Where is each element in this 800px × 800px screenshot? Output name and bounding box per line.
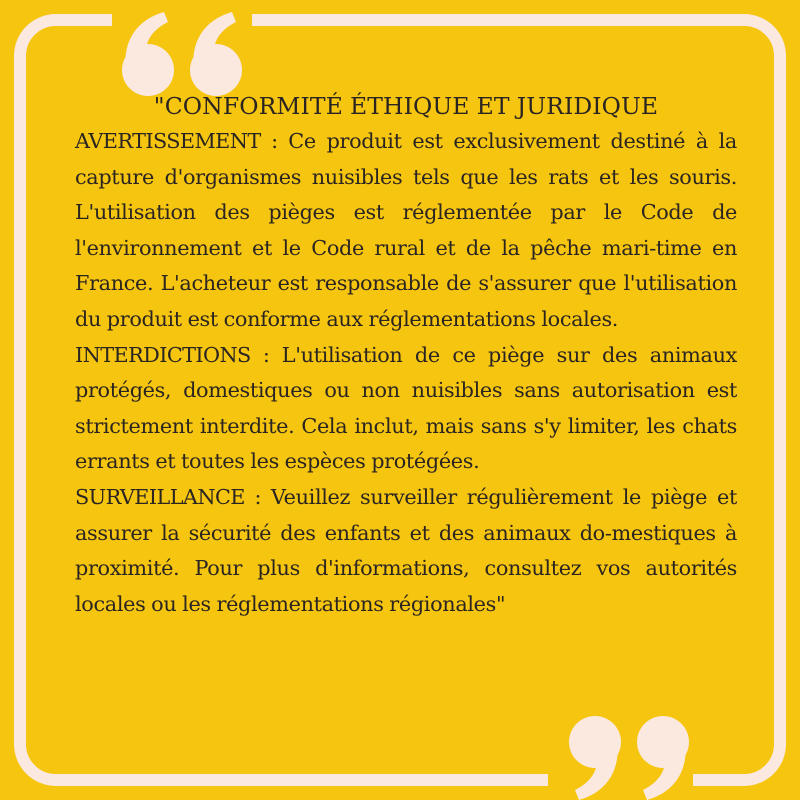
section-text: L'utilisation de ce piège sur des animaux protégés, domestiques ou non nuisibles sans autorisation est strictement interdite. Cela inclut, mais sans s'y limiter, les chats errants et toutes les espèces protégées. xyxy=(75,342,738,474)
section-interdictions xyxy=(75,338,737,480)
section-label: AVERTISSEMENT : xyxy=(75,129,278,153)
section-avertissement xyxy=(75,124,737,338)
section-text: Ce produit est exclusivement destiné à la capture d'organismes nuisibles tels que les rats et les souris. L'utilisation des pièges est réglementée par le Code de l'environnement et le Code rural et de la pêche mari-time en France. L'acheteur est responsable de s'assurer que l'utilisation du produit est conforme aux réglementations locales. xyxy=(75,129,737,331)
section-label: INTERDICTIONS : xyxy=(75,342,270,367)
section-surveillance xyxy=(75,480,737,622)
section-text: Veuillez surveiller régulièrement le piège et assurer la sécurité des enfants et des animaux do-mestiques à proximité. Pour plus d'informations, consultez vos autorités locales ou les réglementations régionales" xyxy=(75,484,737,616)
body-text-block xyxy=(75,88,737,622)
page-title: "CONFORMITÉ ÉTHIQUE ET JURIDIQUE xyxy=(153,92,659,120)
section-label: SURVEILLANCE : xyxy=(75,484,261,509)
close-quote-icon xyxy=(555,700,705,800)
